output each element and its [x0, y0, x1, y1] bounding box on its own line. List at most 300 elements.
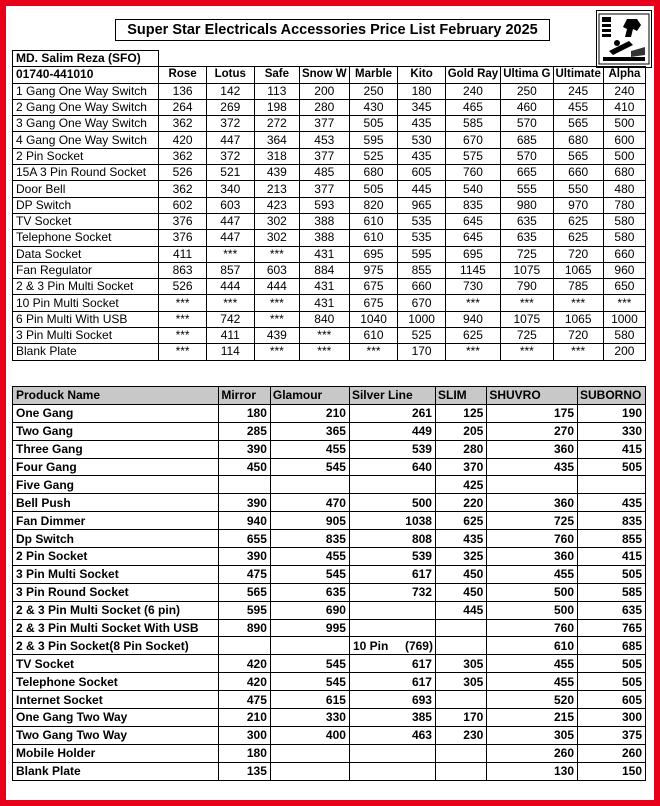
price-cell: 665: [501, 165, 553, 181]
price-cell: 720: [553, 246, 603, 262]
table-row: [13, 230, 646, 246]
price-cell: ***: [349, 344, 398, 360]
price-cell: [349, 744, 435, 762]
price-cell: 114: [206, 344, 254, 360]
table-row: [13, 404, 646, 422]
price-table-premium: [12, 386, 646, 781]
table-row: [13, 422, 646, 440]
price-cell: 521: [206, 165, 254, 181]
dealer-name: MD. Salim Reza (SFO): [13, 51, 159, 67]
product-name: Telephone Socket: [13, 230, 159, 246]
price-cell: 505: [578, 655, 646, 673]
price-cell: 610: [349, 213, 398, 229]
price-cell: 210: [219, 709, 271, 727]
price-cell: 680: [603, 165, 645, 181]
price-cell: [270, 476, 349, 494]
price-cell: [349, 619, 435, 637]
price-cell: 1075: [501, 262, 553, 278]
table-row: [13, 344, 646, 360]
price-cell: 302: [254, 230, 299, 246]
table-row: [13, 279, 646, 295]
price-cell: 260: [487, 744, 578, 762]
table-row: [13, 181, 646, 197]
price-cell: 970: [553, 197, 603, 213]
table-row: [13, 565, 646, 583]
table-row: [13, 691, 646, 709]
price-cell: ***: [159, 344, 206, 360]
price-cell: 545: [270, 565, 349, 583]
price-cell: 1000: [603, 311, 645, 327]
price-cell: 690: [270, 601, 349, 619]
price-cell: 200: [299, 83, 349, 99]
price-cell: 890: [219, 619, 271, 637]
price-cell: 520: [487, 691, 578, 709]
price-cell: 430: [349, 99, 398, 115]
price-cell: 455: [487, 565, 578, 583]
brand-header: Gold Ray: [445, 67, 500, 83]
price-cell: 360: [487, 440, 578, 458]
price-cell: 545: [270, 673, 349, 691]
price-cell: 725: [501, 246, 553, 262]
price-cell: 375: [578, 726, 646, 744]
price-cell: 693: [349, 691, 435, 709]
product-name: DP Switch: [13, 197, 159, 213]
product-name: 2 Pin Socket: [13, 548, 219, 566]
table-row: [13, 762, 646, 780]
price-cell: 500: [487, 583, 578, 601]
price-cell: [349, 762, 435, 780]
price-cell: 455: [553, 99, 603, 115]
table-row: [13, 726, 646, 744]
price-cell: 445: [435, 601, 486, 619]
price-cell: 411: [159, 246, 206, 262]
price-cell: 180: [219, 404, 271, 422]
price-cell: 785: [553, 279, 603, 295]
price-table-switches: [12, 50, 646, 361]
price-cell: 884: [299, 262, 349, 278]
table-row: [13, 548, 646, 566]
price-cell: 431: [299, 295, 349, 311]
price-cell: 1145: [445, 262, 500, 278]
price-cell: 175: [487, 404, 578, 422]
price-cell: 136: [159, 83, 206, 99]
price-cell: 625: [553, 230, 603, 246]
price-cell: 305: [435, 673, 486, 691]
product-name: TV Socket: [13, 655, 219, 673]
product-name: Two Gang Two Way: [13, 726, 219, 744]
price-cell: 470: [270, 494, 349, 512]
price-cell: 610: [487, 637, 578, 655]
product-name: Four Gang: [13, 458, 219, 476]
price-cell: 340: [206, 181, 254, 197]
price-cell: 760: [445, 165, 500, 181]
price-cell: 130: [487, 762, 578, 780]
price-cell: [435, 619, 486, 637]
price-cell: 377: [299, 116, 349, 132]
price-cell: 325: [435, 548, 486, 566]
product-name: 2 Pin Socket: [13, 148, 159, 164]
price-cell: 863: [159, 262, 206, 278]
brand-header: Lotus: [206, 67, 254, 83]
price-list-page: [6, 6, 654, 800]
product-name: Two Gang: [13, 422, 219, 440]
price-cell: 905: [270, 512, 349, 530]
price-cell: [435, 744, 486, 762]
table-row: [13, 262, 646, 278]
price-cell: 555: [501, 181, 553, 197]
price-cell: 780: [603, 197, 645, 213]
product-name: TV Socket: [13, 213, 159, 229]
price-cell: 965: [398, 197, 445, 213]
column-header: Glamour: [270, 387, 349, 405]
price-cell: 585: [578, 583, 646, 601]
price-cell: 465: [445, 99, 500, 115]
table-row: [13, 83, 646, 99]
table-row: [13, 530, 646, 548]
price-cell: 645: [445, 230, 500, 246]
price-cell: 280: [435, 440, 486, 458]
price-cell: 660: [398, 279, 445, 295]
table-row: [13, 295, 646, 311]
price-cell: 445: [398, 181, 445, 197]
price-cell: ***: [254, 246, 299, 262]
table-row: [13, 744, 646, 762]
price-cell: 330: [270, 709, 349, 727]
price-cell: [270, 637, 349, 655]
price-cell: [349, 476, 435, 494]
table-row: [13, 601, 646, 619]
price-cell: 635: [501, 230, 553, 246]
price-cell: 210: [270, 404, 349, 422]
price-cell: ***: [299, 328, 349, 344]
price-cell: 575: [445, 148, 500, 164]
price-cell: 1040: [349, 311, 398, 327]
price-cell: 345: [398, 99, 445, 115]
table-row: [13, 476, 646, 494]
price-cell: 205: [435, 422, 486, 440]
price-cell: 180: [219, 744, 271, 762]
price-cell: 431: [299, 279, 349, 295]
table-row: [13, 619, 646, 637]
table-header-row: [13, 387, 646, 405]
price-cell: 444: [254, 279, 299, 295]
price-cell: 272: [254, 116, 299, 132]
column-header: SLIM: [435, 387, 486, 405]
price-cell: 1000: [398, 311, 445, 327]
price-cell: 1065: [553, 311, 603, 327]
price-cell: 400: [270, 726, 349, 744]
price-cell: 230: [435, 726, 486, 744]
price-cell: 539: [349, 548, 435, 566]
product-name: 3 Pin Multi Socket: [13, 565, 219, 583]
price-cell: 420: [219, 673, 271, 691]
price-cell: 439: [254, 328, 299, 344]
page-title: Super Star Electricals Accessories Price List February 2025: [115, 19, 550, 41]
price-cell: 675: [349, 295, 398, 311]
dealer-name-row: [13, 51, 646, 67]
price-cell: 198: [254, 99, 299, 115]
price-cell: ***: [159, 311, 206, 327]
price-cell: ***: [206, 246, 254, 262]
price-cell: 411: [206, 328, 254, 344]
price-cell: 264: [159, 99, 206, 115]
price-cell: 625: [445, 328, 500, 344]
table-row: [13, 709, 646, 727]
price-cell: 10 Pin (769): [349, 637, 435, 655]
price-cell: 420: [219, 655, 271, 673]
price-cell: 610: [349, 230, 398, 246]
price-cell: 680: [349, 165, 398, 181]
product-name: 6 Pin Multi With USB: [13, 311, 159, 327]
price-cell: 595: [219, 601, 271, 619]
table-row: [13, 99, 646, 115]
column-header: SHUVRO: [487, 387, 578, 405]
price-cell: 423: [254, 197, 299, 213]
price-cell: 360: [487, 548, 578, 566]
price-cell: 449: [349, 422, 435, 440]
price-cell: 410: [603, 99, 645, 115]
product-name: Five Gang: [13, 476, 219, 494]
price-cell: 455: [270, 548, 349, 566]
table-row: [13, 197, 646, 213]
price-cell: 855: [578, 530, 646, 548]
price-cell: 960: [603, 262, 645, 278]
price-cell: 820: [349, 197, 398, 213]
price-cell: 500: [349, 494, 435, 512]
price-cell: 525: [398, 328, 445, 344]
price-cell: 261: [349, 404, 435, 422]
price-cell: 585: [445, 116, 500, 132]
product-name: 2 & 3 Pin Multi Socket: [13, 279, 159, 295]
price-cell: 415: [578, 548, 646, 566]
price-cell: 610: [349, 328, 398, 344]
product-name: 2 & 3 Pin Multi Socket (6 pin): [13, 601, 219, 619]
price-cell: 605: [578, 691, 646, 709]
price-cell: 685: [578, 637, 646, 655]
brand-header: Marble: [349, 67, 398, 83]
brand-header: Snow W: [299, 67, 349, 83]
price-cell: 625: [435, 512, 486, 530]
table-row: [13, 148, 646, 164]
price-cell: ***: [501, 344, 553, 360]
price-cell: 635: [270, 583, 349, 601]
price-cell: ***: [254, 311, 299, 327]
price-cell: 388: [299, 213, 349, 229]
column-header: Silver Line: [349, 387, 435, 405]
product-name: 15A 3 Pin Round Socket: [13, 165, 159, 181]
price-cell: 580: [603, 230, 645, 246]
brand-header: Safe: [254, 67, 299, 83]
price-cell: 660: [553, 165, 603, 181]
price-cell: 660: [603, 246, 645, 262]
price-cell: 732: [349, 583, 435, 601]
price-cell: 435: [435, 530, 486, 548]
brand-header-row: [13, 67, 646, 83]
price-cell: 500: [603, 116, 645, 132]
price-cell: 447: [206, 230, 254, 246]
price-cell: 505: [349, 181, 398, 197]
price-cell: 505: [349, 116, 398, 132]
product-name: 1 Gang One Way Switch: [13, 83, 159, 99]
price-cell: ***: [501, 295, 553, 311]
price-cell: 447: [206, 132, 254, 148]
price-cell: 450: [435, 583, 486, 601]
table-row: [13, 165, 646, 181]
price-cell: 725: [487, 512, 578, 530]
product-name: 2 Gang One Way Switch: [13, 99, 159, 115]
price-cell: 975: [349, 262, 398, 278]
price-cell: 670: [398, 295, 445, 311]
price-cell: 760: [487, 530, 578, 548]
price-cell: 605: [398, 165, 445, 181]
price-cell: 525: [349, 148, 398, 164]
price-cell: 431: [299, 246, 349, 262]
price-cell: 475: [219, 565, 271, 583]
price-cell: 615: [270, 691, 349, 709]
price-cell: 362: [159, 116, 206, 132]
price-cell: 330: [578, 422, 646, 440]
price-cell: 940: [445, 311, 500, 327]
price-cell: 565: [553, 116, 603, 132]
price-cell: 200: [603, 344, 645, 360]
price-cell: ***: [445, 295, 500, 311]
price-cell: 685: [501, 132, 553, 148]
price-cell: ***: [254, 295, 299, 311]
price-cell: 535: [398, 213, 445, 229]
product-name: 2 & 3 Pin Multi Socket With USB: [13, 619, 219, 637]
price-cell: 790: [501, 279, 553, 295]
price-cell: 530: [398, 132, 445, 148]
price-cell: 280: [299, 99, 349, 115]
price-cell: ***: [299, 344, 349, 360]
price-cell: 600: [603, 132, 645, 148]
column-header: Produck Name: [13, 387, 219, 405]
price-cell: 545: [270, 655, 349, 673]
brand-header: Ultimate: [553, 67, 603, 83]
price-cell: 1065: [553, 262, 603, 278]
table-row: [13, 494, 646, 512]
product-name: 3 Pin Multi Socket: [13, 328, 159, 344]
price-cell: 980: [501, 197, 553, 213]
price-cell: 285: [219, 422, 271, 440]
price-cell: 603: [206, 197, 254, 213]
price-cell: 545: [270, 458, 349, 476]
price-cell: 580: [603, 213, 645, 229]
price-cell: 617: [349, 655, 435, 673]
price-cell: 170: [435, 709, 486, 727]
price-cell: 455: [270, 440, 349, 458]
price-cell: 535: [398, 230, 445, 246]
product-name: One Gang: [13, 404, 219, 422]
price-cell: 270: [487, 422, 578, 440]
price-cell: 415: [578, 440, 646, 458]
price-cell: 450: [435, 565, 486, 583]
price-cell: 480: [603, 181, 645, 197]
header-spacer: [159, 51, 646, 67]
price-cell: 453: [299, 132, 349, 148]
price-cell: 364: [254, 132, 299, 148]
price-cell: [487, 476, 578, 494]
price-cell: 260: [578, 744, 646, 762]
price-cell: 720: [553, 328, 603, 344]
price-cell: 603: [254, 262, 299, 278]
price-cell: 808: [349, 530, 435, 548]
price-cell: 595: [398, 246, 445, 262]
price-cell: ***: [553, 295, 603, 311]
price-cell: 150: [578, 762, 646, 780]
price-cell: 526: [159, 165, 206, 181]
price-cell: ***: [206, 295, 254, 311]
price-cell: 500: [487, 601, 578, 619]
price-cell: 655: [219, 530, 271, 548]
price-cell: 390: [219, 440, 271, 458]
price-cell: 460: [501, 99, 553, 115]
table-row: [13, 655, 646, 673]
table-row: [13, 246, 646, 262]
table-row: [13, 458, 646, 476]
price-cell: 220: [435, 494, 486, 512]
product-name: Door Bell: [13, 181, 159, 197]
dealer-phone: 01740-441010: [13, 67, 159, 83]
product-name: Internet Socket: [13, 691, 219, 709]
price-cell: 300: [578, 709, 646, 727]
price-cell: ***: [159, 328, 206, 344]
product-name: Dp Switch: [13, 530, 219, 548]
price-cell: 250: [501, 83, 553, 99]
price-cell: 390: [219, 548, 271, 566]
column-header: Mirror: [219, 387, 271, 405]
table-row: [13, 132, 646, 148]
price-cell: 113: [254, 83, 299, 99]
price-cell: 625: [553, 213, 603, 229]
price-cell: 269: [206, 99, 254, 115]
price-cell: 670: [445, 132, 500, 148]
price-cell: 377: [299, 148, 349, 164]
price-cell: 857: [206, 262, 254, 278]
table-row: [13, 512, 646, 530]
price-cell: 760: [487, 619, 578, 637]
price-cell: 765: [578, 619, 646, 637]
price-cell: 855: [398, 262, 445, 278]
price-cell: 570: [501, 148, 553, 164]
price-cell: 995: [270, 619, 349, 637]
price-cell: 190: [578, 404, 646, 422]
price-cell: 617: [349, 565, 435, 583]
price-cell: 640: [349, 458, 435, 476]
price-cell: 940: [219, 512, 271, 530]
price-cell: 318: [254, 148, 299, 164]
product-name: Telephone Socket: [13, 673, 219, 691]
price-cell: [435, 762, 486, 780]
price-cell: 215: [487, 709, 578, 727]
price-cell: 565: [219, 583, 271, 601]
product-name: Three Gang: [13, 440, 219, 458]
price-cell: 300: [219, 726, 271, 744]
price-cell: 593: [299, 197, 349, 213]
price-cell: 435: [398, 116, 445, 132]
price-cell: 695: [349, 246, 398, 262]
price-cell: 695: [445, 246, 500, 262]
price-cell: 526: [159, 279, 206, 295]
table-row: [13, 213, 646, 229]
price-cell: 725: [501, 328, 553, 344]
price-cell: 835: [445, 197, 500, 213]
price-cell: 170: [398, 344, 445, 360]
price-cell: ***: [159, 295, 206, 311]
price-cell: 439: [254, 165, 299, 181]
price-cell: [219, 637, 271, 655]
price-cell: 539: [349, 440, 435, 458]
